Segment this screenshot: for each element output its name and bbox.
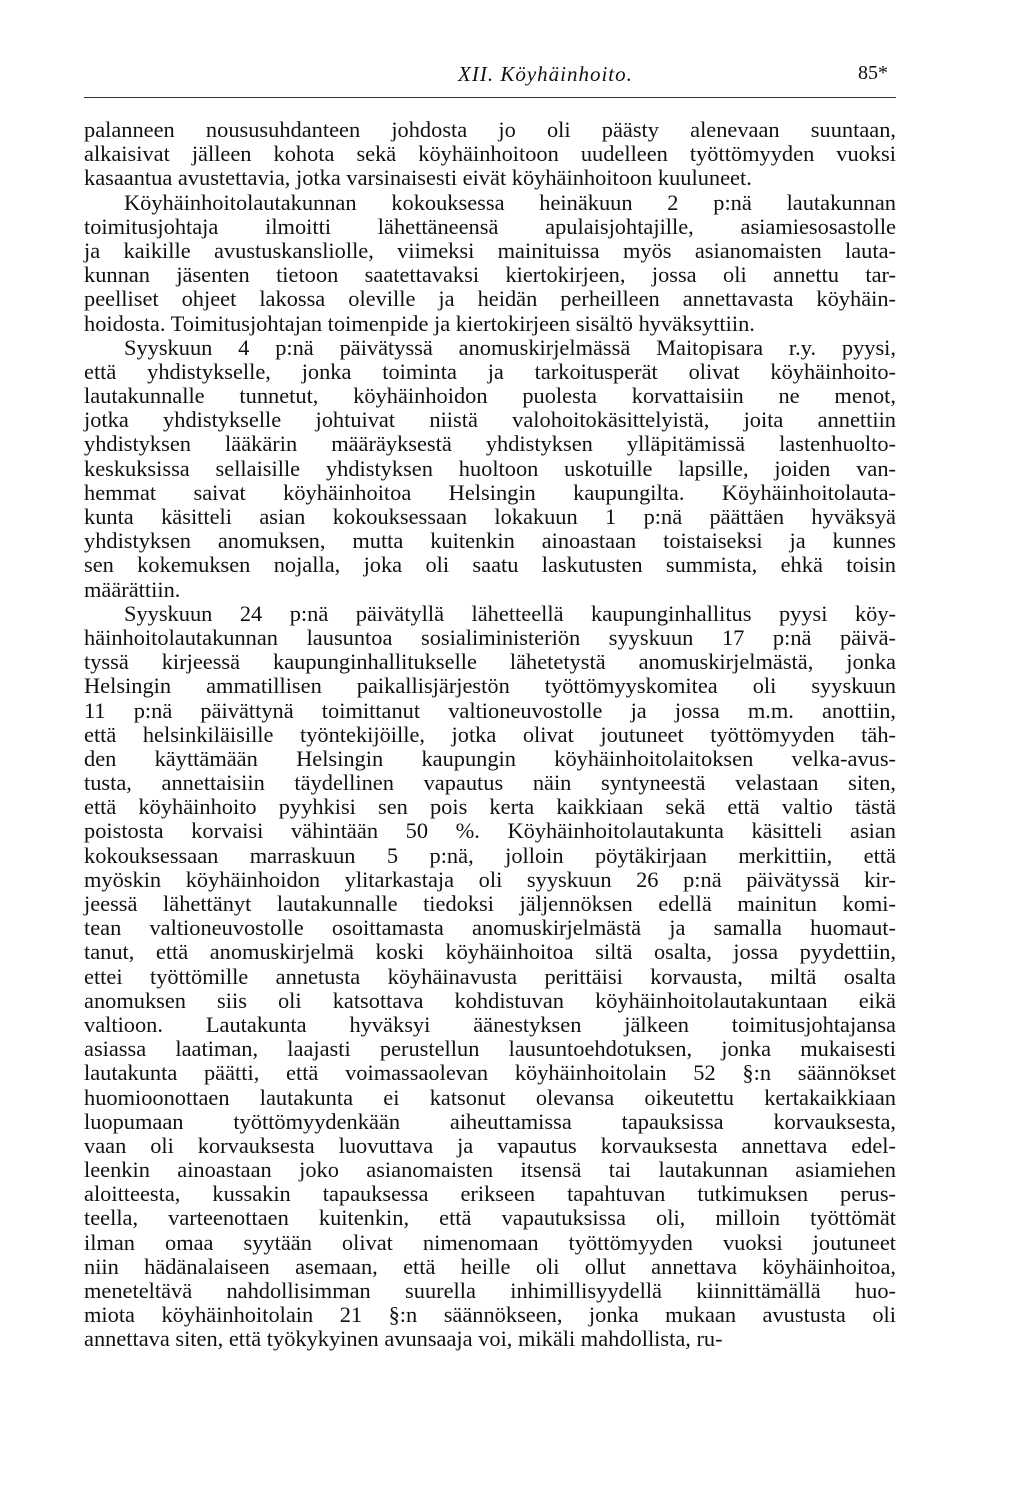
header-rule bbox=[84, 97, 896, 98]
text-line: sen kokemuksen nojalla, joka oli saatu laskutusten summista, ehkä toisin bbox=[84, 552, 896, 578]
text-line: aloitteesta, kussakin tapauksessa erikseen tapahtuvan tutkimuksen perus- bbox=[84, 1181, 896, 1207]
text-line: kunnan jäsenten tietoon saatettavaksi kiertokirjeen, jossa oli annettu tar- bbox=[84, 262, 896, 288]
text-line: määrättiin. bbox=[84, 576, 181, 602]
text-line: Köyhäinhoitolautakunnan kokouksessa heinäkuun 2 p:nä lautakunnan bbox=[124, 189, 896, 215]
body-text bbox=[84, 118, 896, 1352]
text-line: tanut, että anomuskirjelmä koski köyhäinhoitoa siltä osalta, jossa pyydettiin, bbox=[84, 939, 896, 965]
running-header bbox=[84, 62, 896, 96]
paragraph bbox=[84, 336, 896, 602]
text-line: lautakunta päätti, että voimassaolevan köyhäinhoitolain 52 §:n säännökset bbox=[84, 1060, 896, 1086]
text-line: lautakunnalle tunnetut, köyhäinhoidon puolesta korvattaisiin ne menot, bbox=[84, 383, 896, 409]
text-line: tyssä kirjeessä kaupunginhallitukselle lähetetystä anomuskirjelmästä, jonka bbox=[84, 649, 896, 675]
text-line: kasaantua avustettavia, jotka varsinaisesti eivät köyhäinhoitoon kuuluneet. bbox=[84, 165, 752, 191]
text-line: häinhoitolautakunnan lausuntoa sosialiministeriön syyskuun 17 p:nä päivä- bbox=[84, 624, 896, 650]
text-line: kokouksessaan marraskuun 5 p:nä, jolloin pöytäkirjaan merkittiin, että bbox=[84, 842, 896, 868]
text-line: Helsingin ammatillisen paikallisjärjestön työttömyyskomitea oli syyskuun bbox=[84, 673, 896, 699]
text-line: jeessä lähettänyt lautakunnalle tiedoksi jäljennöksen edellä mainitun komi- bbox=[84, 891, 896, 916]
text-line: että köyhäinhoito pyyhkisi sen pois kerta kaikkiaan sekä että valtio tästä bbox=[84, 794, 896, 820]
text-line: Syyskuun 4 p:nä päivätyssä anomuskirjelmässä Maitopisara r.y. pyysi, bbox=[124, 334, 896, 360]
text-line: 11 p:nä päivättynä toimittanut valtioneuvostolle ja jossa m.m. anottiin, bbox=[84, 697, 896, 723]
text-line: valtioon. Lautakunta hyväksyi äänestyksen jälkeen toimitusjohtajansa bbox=[84, 1011, 896, 1037]
text-line: luopumaan työttömyydenkään aiheuttamissa tapauksissa korvauksesta, bbox=[84, 1108, 896, 1134]
text-line: alkaisivat jälleen kohota sekä köyhäinhoitoon uudelleen työttömyyden vuoksi bbox=[84, 141, 896, 167]
paragraph bbox=[84, 191, 896, 336]
paragraph bbox=[84, 118, 896, 191]
text-line: yhdistyksen lääkärin määräyksestä yhdistyksen ylläpitämissä lastenhuolto- bbox=[84, 431, 896, 457]
text-line: miota köyhäinhoitolain 21 §:n säännökseen, jonka mukaan avustusta oli bbox=[84, 1302, 896, 1328]
text-line: ja kaikille avustuskansliolle, viimeksi mainituissa myös asianomaisten lauta- bbox=[84, 237, 896, 263]
text-line: toimitusjohtaja ilmoitti lähettäneensä apulaisjohtajille, asiamiesosastolle bbox=[84, 213, 896, 239]
text-line: palanneen noususuhdanteen johdosta jo oli päästy alenevaan suuntaan, bbox=[84, 117, 896, 142]
text-line: keskuksissa sellaisille yhdistyksen huoltoon uskotuille lapsille, joiden van- bbox=[84, 455, 896, 481]
text-line: niin hädänalaiseen asemaan, että heille oli ollut annettava köyhäinhoitoa, bbox=[84, 1253, 896, 1279]
text-line: että yhdistykselle, jonka toiminta ja tarkoitusperät olivat köyhäinhoito- bbox=[84, 358, 896, 384]
text-line: ilman omaa syytään olivat nimenomaan työttömyyden vuoksi joutuneet bbox=[84, 1229, 896, 1255]
running-header-title: XII. Köyhäinhoito. bbox=[458, 62, 633, 86]
paragraph bbox=[84, 602, 896, 1352]
text-line: hemmat saivat köyhäinhoitoa Helsingin kaupungilta. Köyhäinhoitolauta- bbox=[84, 479, 896, 505]
text-line: jotka yhdistykselle johtuivat niistä valohoitokäsittelyistä, joita annettiin bbox=[84, 407, 896, 433]
text-line: den käyttämään Helsingin kaupungin köyhäinhoitolaitoksen velka-avus- bbox=[84, 745, 896, 771]
page-number: 85* bbox=[858, 62, 888, 84]
text-line: teella, varteenottaen kuitenkin, että vapautuksissa oli, milloin työttömät bbox=[84, 1205, 896, 1231]
text-line: hoidosta. Toimitusjohtajan toimenpide ja kiertokirjeen sisältö hyväksyttiin. bbox=[84, 310, 755, 336]
text-line: peelliset ohjeet lakossa oleville ja heidän perheilleen annettavasta köyhäin- bbox=[84, 286, 896, 312]
text-line: vaan oli korvauksesta luovuttava ja vapautus korvauksesta annettava edel- bbox=[84, 1132, 896, 1158]
text-line: yhdistyksen anomuksen, mutta kuitenkin ainoastaan toistaiseksi ja kunnes bbox=[84, 528, 896, 554]
text-line: poistosta korvaisi vähintään 50 %. Köyhäinhoitolautakunta käsitteli asian bbox=[84, 818, 896, 844]
text-line: anomuksen siis oli katsottava kohdistuvan köyhäinhoitolautakuntaan eikä bbox=[84, 987, 896, 1013]
text-line: tean valtioneuvostolle osoittamasta anomuskirjelmästä ja samalla huomaut- bbox=[84, 915, 896, 941]
text-line: annettava siten, että työkykyinen avunsaaja voi, mikäli mahdollista, ru- bbox=[84, 1326, 723, 1352]
text-line: tusta, annettaisiin täydellinen vapautus näin syntyneestä velastaan siten, bbox=[84, 770, 896, 796]
text-line: huomioonottaen lautakunta ei katsonut olevansa oikeutettu kertakaikkiaan bbox=[84, 1084, 896, 1110]
text-line: asiassa laatiman, laajasti perustellun lausuntoehdotuksen, jonka mukaisesti bbox=[84, 1036, 896, 1062]
text-line: meneteltävä nahdollisimman suurella inhimillisyydellä kiinnittämällä huo- bbox=[84, 1278, 896, 1303]
text-line: että helsinkiläisille työntekijöille, jotka olivat joutuneet työttömyyden täh- bbox=[84, 721, 896, 747]
text-line: leenkin ainoastaan joko asianomaisten itsensä tai lautakunnan asiamiehen bbox=[84, 1157, 896, 1183]
text-line: myöskin köyhäinhoidon ylitarkastaja oli syyskuun 26 p:nä päivätyssä kir- bbox=[84, 866, 896, 892]
text-line: kunta käsitteli asian kokouksessaan lokakuun 1 p:nä päättäen hyväksyä bbox=[84, 504, 896, 529]
text-line: ettei työttömille annetusta köyhäinavusta perittäisi korvausta, miltä osalta bbox=[84, 963, 896, 989]
text-line: Syyskuun 24 p:nä päivätyllä lähetteellä kaupunginhallitus pyysi köy- bbox=[124, 600, 896, 626]
